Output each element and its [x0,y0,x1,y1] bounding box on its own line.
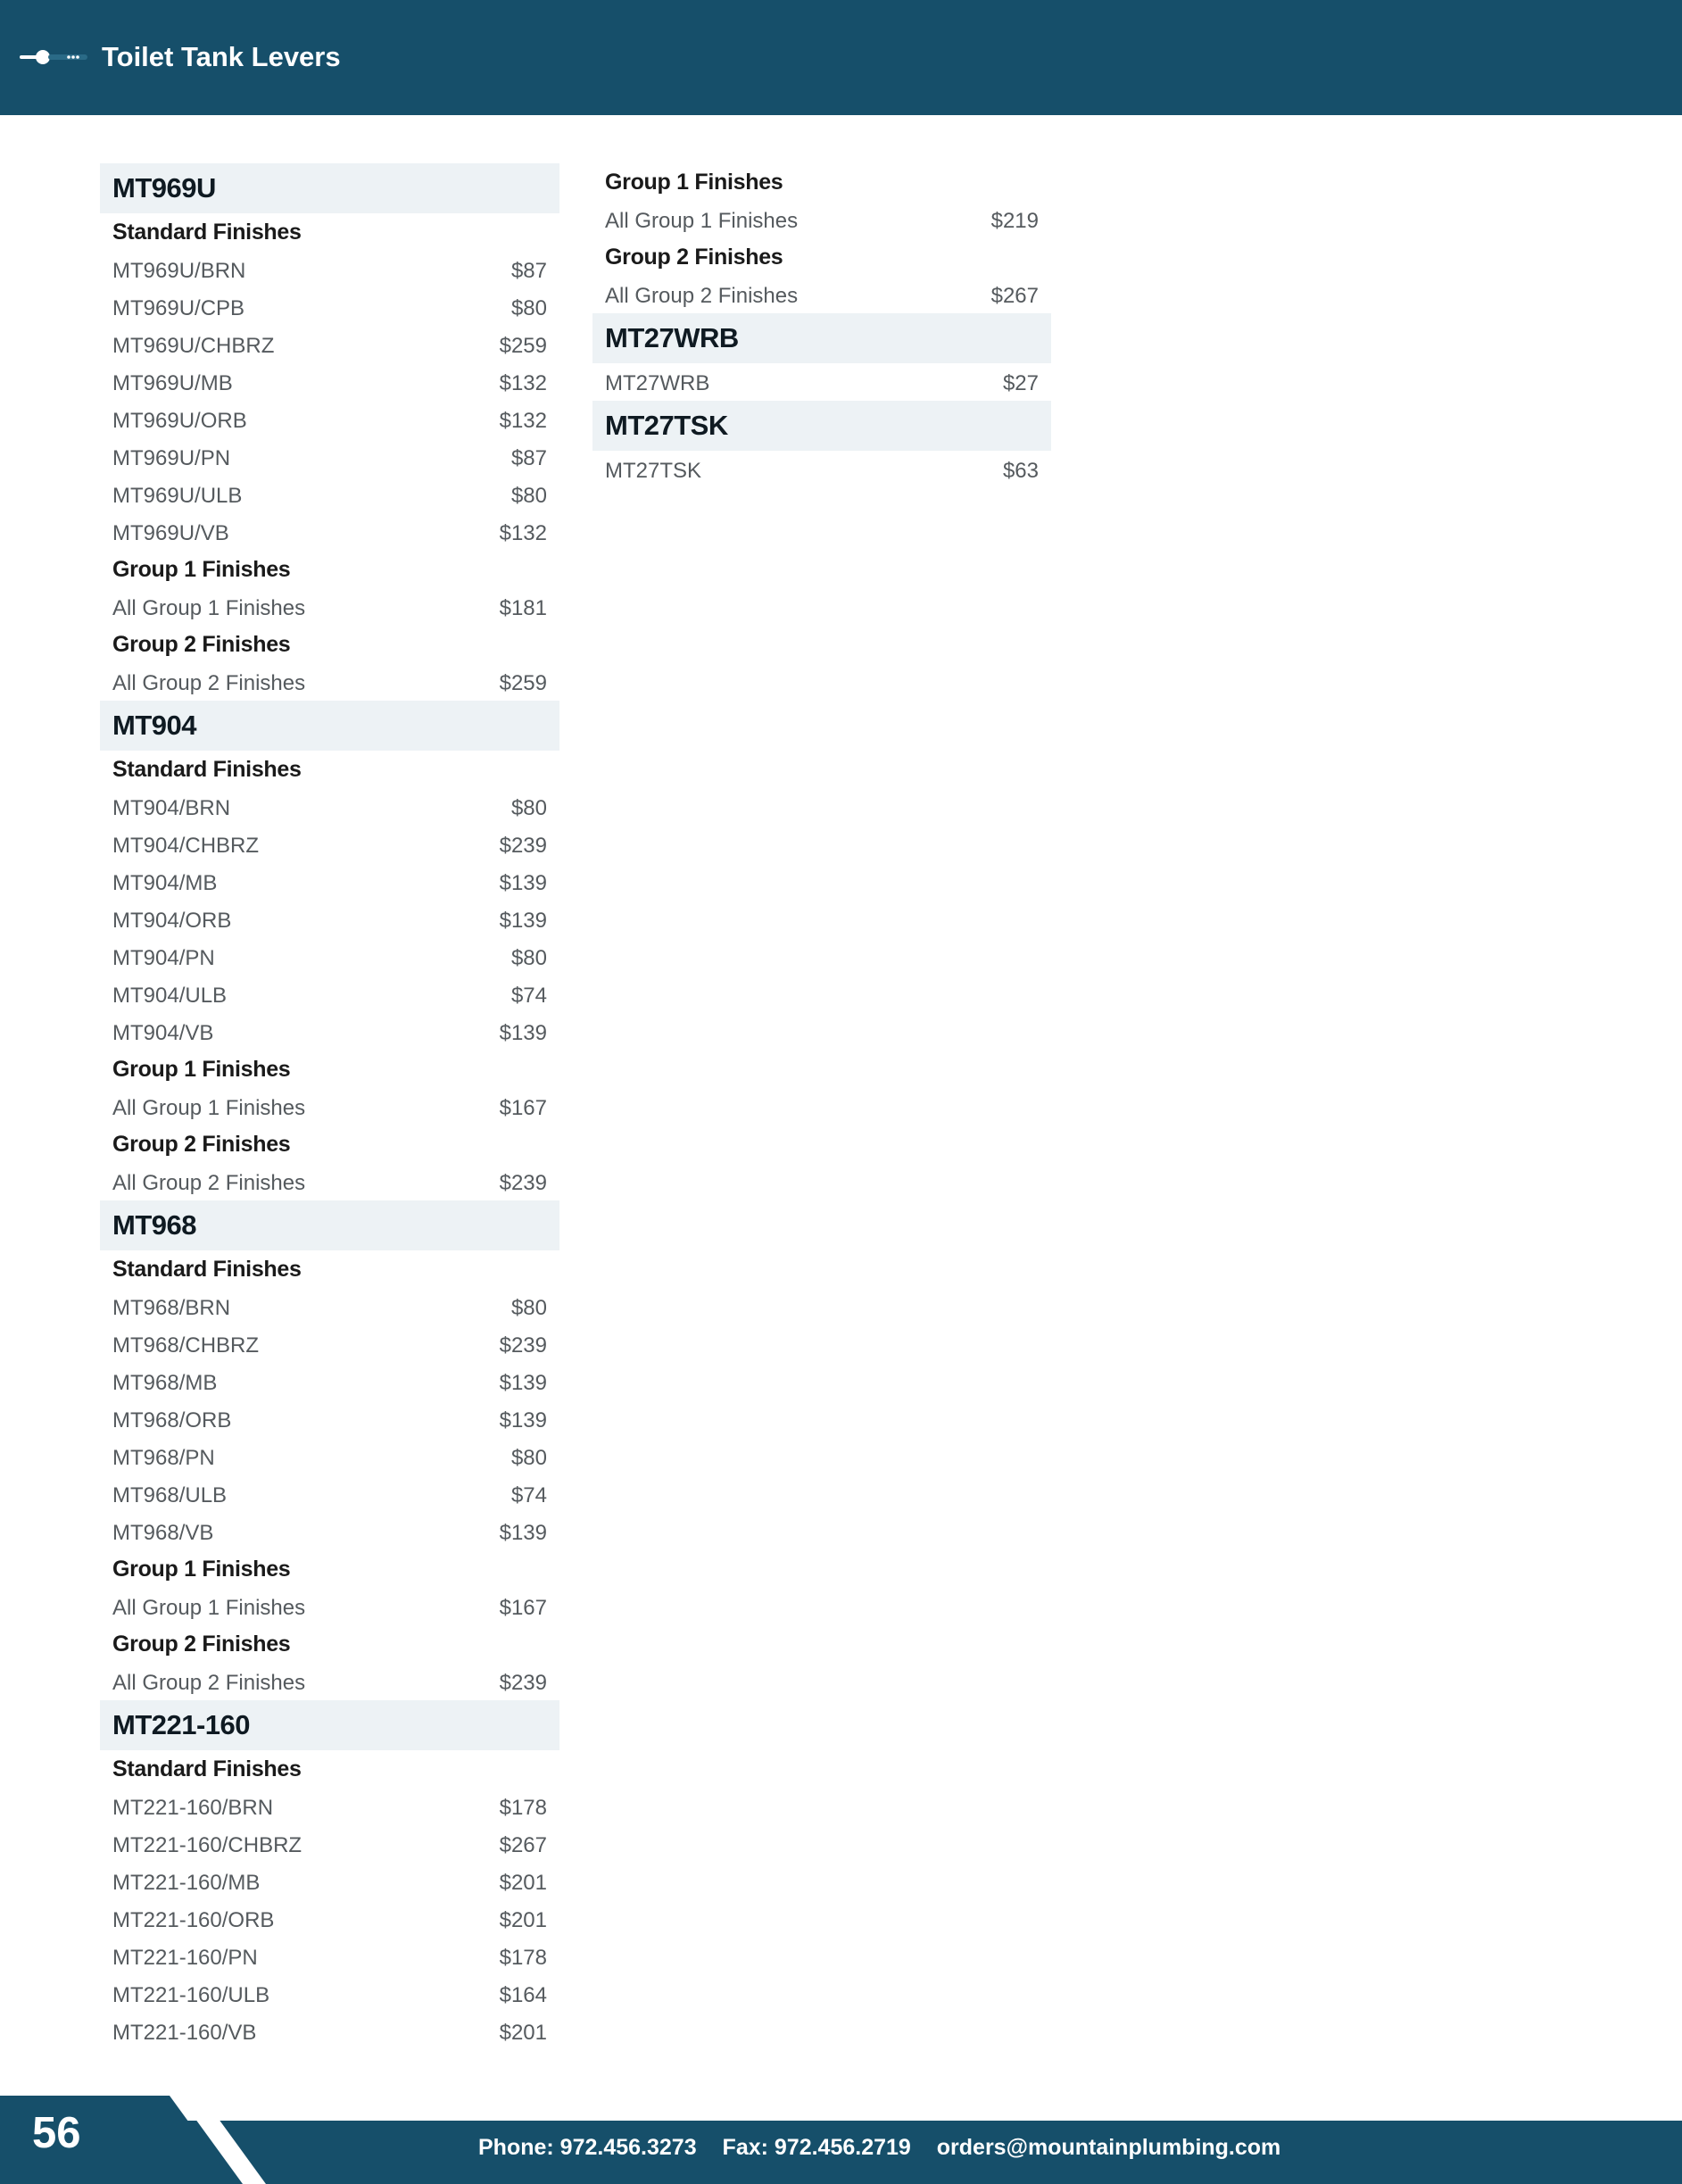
price: $80 [510,796,547,820]
price: $201 [499,1908,547,1932]
part-number: MT221-160/MB [112,1871,261,1895]
price-row [100,1825,559,1863]
part-number: MT968/CHBRZ [112,1333,260,1358]
price: $80 [510,484,547,508]
price: $74 [510,1483,547,1507]
finish-group-label: Group 2 Finishes [112,632,291,657]
part-number: All Group 1 Finishes [112,596,306,620]
price-column-left [100,163,559,2050]
part-number: MT221-160/VB [112,2021,257,2045]
model-name: MT968 [112,1209,196,1241]
finish-group-label: Standard Finishes [112,1756,302,1781]
price: $239 [499,1171,547,1195]
model-header [100,701,559,751]
price: $239 [499,1671,547,1695]
price-row [100,513,559,551]
model-header [100,1200,559,1250]
finish-group-label: Standard Finishes [112,1257,302,1282]
price-row [100,1938,559,1975]
price: $132 [499,371,547,395]
price-row [100,938,559,976]
finish-group-heading [100,1050,559,1088]
model-name: MT221-160 [112,1709,251,1740]
part-number: MT221-160/ORB [112,1908,275,1932]
price-row [100,788,559,826]
finish-group-heading [100,1625,559,1663]
model-name: MT969U [112,172,216,203]
part-number: MT969U/ULB [112,484,243,508]
price: $139 [499,871,547,895]
model-header [100,163,559,213]
price-row [100,976,559,1013]
part-number: MT969U/ORB [112,409,247,433]
part-number: MT969U/VB [112,521,229,545]
price: $87 [510,446,547,470]
part-number: MT221-160/BRN [112,1796,274,1820]
page-number: 56 [32,2109,81,2157]
finish-group-label: Group 2 Finishes [112,1132,291,1157]
price: $139 [499,1021,547,1045]
finish-group-heading [592,238,1051,276]
price: $80 [510,296,547,320]
part-number: MT968/VB [112,1521,214,1545]
price-row [100,1513,559,1550]
price-row [100,1325,559,1363]
price: $178 [499,1946,547,1970]
price-row [100,1163,559,1200]
price-row [100,901,559,938]
part-number: All Group 2 Finishes [112,671,306,695]
tank-lever-icon [18,45,89,70]
finish-group-heading [100,626,559,663]
part-number: All Group 2 Finishes [605,284,799,308]
price-row [100,1438,559,1475]
price: $27 [1002,371,1039,395]
finish-group-heading [100,1750,559,1788]
part-number: MT904/VB [112,1021,214,1045]
model-name: MT904 [112,710,196,741]
price-row [100,2013,559,2050]
price-row [100,251,559,288]
price-row [100,1588,559,1625]
finish-group-heading [100,1550,559,1588]
finish-group-label: Standard Finishes [112,757,302,782]
part-number: MT221-160/PN [112,1946,258,1970]
price: $201 [499,2021,547,2045]
price: $139 [499,1521,547,1545]
price: $80 [510,1296,547,1320]
price: $167 [499,1096,547,1120]
part-number: MT969U/BRN [112,259,246,283]
price: $139 [499,909,547,933]
part-number: MT968/MB [112,1371,218,1395]
price-row [592,276,1051,313]
part-number: MT968/ULB [112,1483,228,1507]
price: $87 [510,259,547,283]
finish-group-heading [592,163,1051,201]
price-row [100,1013,559,1050]
price: $80 [510,1446,547,1470]
part-number: MT969U/CHBRZ [112,334,275,358]
price: $239 [499,1333,547,1358]
finish-group-label: Standard Finishes [112,220,302,245]
price: $219 [990,209,1039,233]
price-row [100,401,559,438]
price: $139 [499,1371,547,1395]
finish-group-heading [100,751,559,788]
finish-group-label: Group 1 Finishes [605,170,783,195]
part-number: MT904/ORB [112,909,232,933]
part-number: MT221-160/CHBRZ [112,1833,302,1857]
part-number: MT968/ORB [112,1408,232,1432]
finish-group-label: Group 1 Finishes [112,557,291,582]
price-row [100,663,559,701]
page-header [0,0,1682,115]
part-number: MT27TSK [605,459,702,483]
part-number: MT968/BRN [112,1296,231,1320]
model-header [592,313,1051,363]
price-row [100,1975,559,2013]
price: $74 [510,984,547,1008]
finish-group-heading [100,1125,559,1163]
price-row [100,863,559,901]
part-number: MT969U/MB [112,371,233,395]
price: $132 [499,521,547,545]
price: $178 [499,1796,547,1820]
price-row [100,588,559,626]
price: $63 [1002,459,1039,483]
part-number: MT969U/PN [112,446,231,470]
price-row [100,326,559,363]
price-row [100,438,559,476]
price-row [100,1663,559,1700]
price-row [100,826,559,863]
part-number: MT904/PN [112,946,215,970]
price-row [100,476,559,513]
part-number: MT904/ULB [112,984,228,1008]
price: $132 [499,409,547,433]
price-row [100,1088,559,1125]
price-row [100,1788,559,1825]
price-row [100,363,559,401]
page-title: Toilet Tank Levers [102,41,341,72]
finish-group-label: Group 2 Finishes [112,1632,291,1657]
footer-phone: Phone: 972.456.3273 [478,2135,697,2160]
price-row [592,363,1051,401]
finish-group-heading [100,213,559,251]
price: $181 [499,596,547,620]
footer-email[interactable]: orders@mountainplumbing.com [936,2135,1281,2160]
finish-group-heading [100,1250,559,1288]
price-row [100,1900,559,1938]
price: $164 [499,1983,547,2007]
part-number: MT27WRB [605,371,710,395]
price-row [100,1863,559,1900]
price: $259 [499,334,547,358]
price: $239 [499,834,547,858]
price: $139 [499,1408,547,1432]
part-number: All Group 2 Finishes [112,1171,306,1195]
finish-group-label: Group 1 Finishes [112,1057,291,1082]
price-column-right [592,163,1051,488]
price: $167 [499,1596,547,1620]
model-name: MT27TSK [605,410,728,441]
price: $259 [499,671,547,695]
price-row [592,451,1051,488]
part-number: MT221-160/ULB [112,1983,270,2007]
finish-group-label: Group 1 Finishes [112,1557,291,1582]
finish-group-heading [100,551,559,588]
price: $267 [990,284,1039,308]
part-number: MT904/BRN [112,796,231,820]
part-number: MT969U/CPB [112,296,245,320]
model-header [592,401,1051,451]
model-name: MT27WRB [605,322,739,353]
footer-contact [478,2134,1280,2161]
part-number: MT904/MB [112,871,218,895]
price-row [100,1400,559,1438]
price-row [592,201,1051,238]
part-number: All Group 1 Finishes [605,209,799,233]
finish-group-label: Group 2 Finishes [605,245,783,270]
price: $267 [499,1833,547,1857]
part-number: MT904/CHBRZ [112,834,260,858]
model-header [100,1700,559,1750]
price-row [100,1363,559,1400]
price-row [100,288,559,326]
price-row [100,1475,559,1513]
price: $201 [499,1871,547,1895]
price-row [100,1288,559,1325]
part-number: All Group 1 Finishes [112,1596,306,1620]
part-number: All Group 1 Finishes [112,1096,306,1120]
part-number: All Group 2 Finishes [112,1671,306,1695]
footer-fax: Fax: 972.456.2719 [722,2135,911,2160]
part-number: MT968/PN [112,1446,215,1470]
price: $80 [510,946,547,970]
